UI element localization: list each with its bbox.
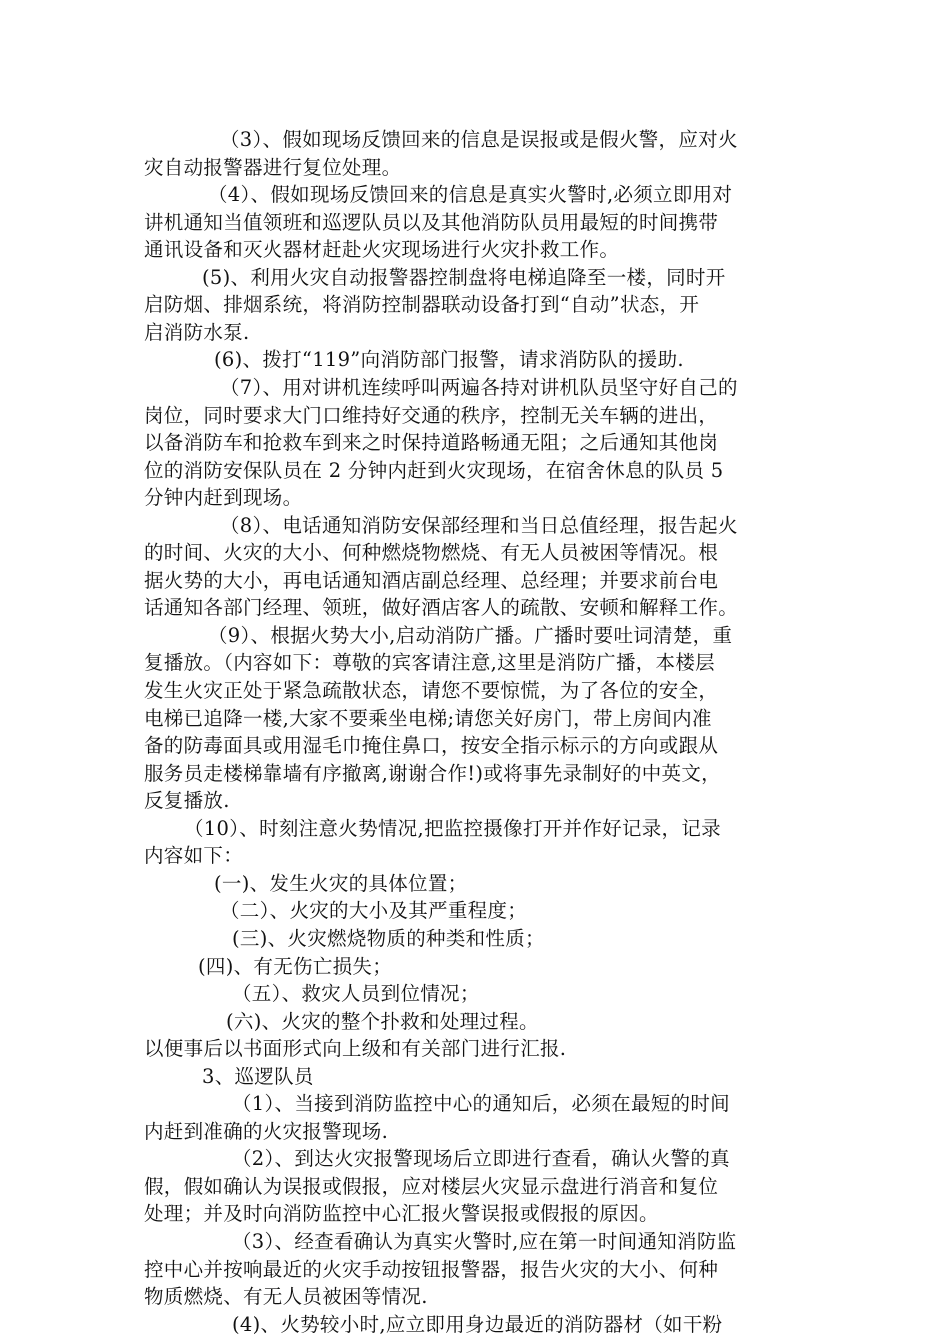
text-line: 发生火灾正处于紧急疏散状态，请您不要惊慌，为了各位的安全， <box>144 679 719 702</box>
text-line: 物质燃烧、有无人员被困等情况. <box>144 1285 428 1309</box>
text-line: (6)、拨打“119”向消防部门报警，请求消防队的援助. <box>214 348 684 372</box>
text-line: 电梯已追降一楼,大家不要乘坐电梯;请您关好房门，带上房间内准 <box>144 706 712 730</box>
text-line: 启消防水泵. <box>144 320 250 344</box>
text-line: 位的消防安保队员在 2 分钟内赶到火灾现场，在宿舍休息的队员 5 <box>144 458 724 482</box>
text-line: 的时间、火灾的大小、何种燃烧物燃烧、有无人员被困等情况。根 <box>144 541 719 565</box>
text-line: （4）、假如现场反馈回来的信息是真实火警时,必须立即用对 <box>208 183 733 207</box>
text-line: 备的防毒面具或用湿毛巾掩住鼻口，按安全指示标示的方向或跟从 <box>144 734 719 758</box>
text-line: 以便事后以书面形式向上级和有关部门进行汇报. <box>144 1037 567 1061</box>
text-line: (四)、有无伤亡损失； <box>198 954 393 978</box>
text-line: 以备消防车和抢救车到来之时保持道路畅通无阻；之后通知其他岗 <box>144 431 719 455</box>
text-line: 灾自动报警器进行复位处理。 <box>144 155 402 179</box>
text-line: 反复播放. <box>144 789 230 813</box>
text-line: （9）、根据火势大小,启动消防广播。广播时要吐词清楚，重 <box>208 623 733 647</box>
text-line: 3、巡逻队员 <box>202 1064 314 1088</box>
text-line: 控中心并按响最近的火灾手动按钮报警器，报告火灾的大小、何种 <box>144 1257 719 1281</box>
text-line: （1）、当接到消防监控中心的通知后，必须在最短的时间 <box>232 1092 730 1116</box>
text-line: 假，假如确认为误报或假报，应对楼层火灾显示盘进行消音和复位 <box>144 1174 719 1198</box>
text-line: （7）、用对讲机连续呼叫两遍各持对讲机队员坚守好自己的 <box>220 375 738 399</box>
text-line: (六)、火灾的整个扑救和处理过程。 <box>226 1009 539 1033</box>
text-line: 内赶到准确的火灾报警现场. <box>144 1119 389 1143</box>
text-line: （8）、电话通知消防安保部经理和当日总值经理，报告起火 <box>220 513 738 537</box>
text-line: （2）、到达火灾报警现场后立即进行查看，确认火警的真 <box>232 1147 730 1171</box>
text-line: 通讯设备和灭火器材赶赴火灾现场进行火灾扑救工作。 <box>144 238 620 262</box>
text-line: （3）、假如现场反馈回来的信息是误报或是假火警，应对火 <box>220 128 738 151</box>
text-line: (4)、火势较小时,应立即用身边最近的消防器材（如干粉 <box>232 1312 723 1336</box>
text-line: 复播放。（内容如下：尊敬的宾客请注意,这里是消防广播，本楼层 <box>144 651 715 675</box>
text-line: (三)、火灾燃烧物质的种类和性质； <box>232 926 545 950</box>
text-line: （二）、火灾的大小及其严重程度； <box>220 899 528 923</box>
text-line: 分钟内赶到现场。 <box>144 486 303 510</box>
text-line: （3）、经查看确认为真实火警时,应在第一时间通知消防监 <box>232 1230 737 1253</box>
text-line: 启防烟、排烟系统，将消防控制器联动设备打到“自动”状态，开 <box>144 293 700 317</box>
text-line: 话通知各部门经理、领班，做好酒店客人的疏散、安顿和解释工作。 <box>144 596 739 620</box>
text-line: 讲机通知当值领班和巡逻队员以及其他消防队员用最短的时间携带 <box>144 210 719 234</box>
text-line: 岗位，同时要求大门口维持好交通的秩序，控制无关车辆的进出， <box>144 403 719 427</box>
text-line: (一)、发生火灾的具体位置； <box>214 871 468 895</box>
text-line: 内容如下： <box>144 844 244 868</box>
text-line: 据火势的大小，再电话通知酒店副总经理、总经理；并要求前台电 <box>144 568 719 592</box>
text-line: （10）、时刻注意火势情况,把监控摄像打开并作好记录，记录 <box>184 816 721 840</box>
text-line: 处理；并及时向消防监控中心汇报火警误报或假报的原因。 <box>144 1202 659 1226</box>
text-line: (5)、利用火灾自动报警器控制盘将电梯追降至一楼，同时开 <box>202 265 726 289</box>
text-line: 服务员走楼梯靠墙有序撤离,谢谢合作!)或将事先录制好的中英文， <box>144 761 721 785</box>
text-line: （五）、救灾人员到位情况； <box>232 982 480 1006</box>
